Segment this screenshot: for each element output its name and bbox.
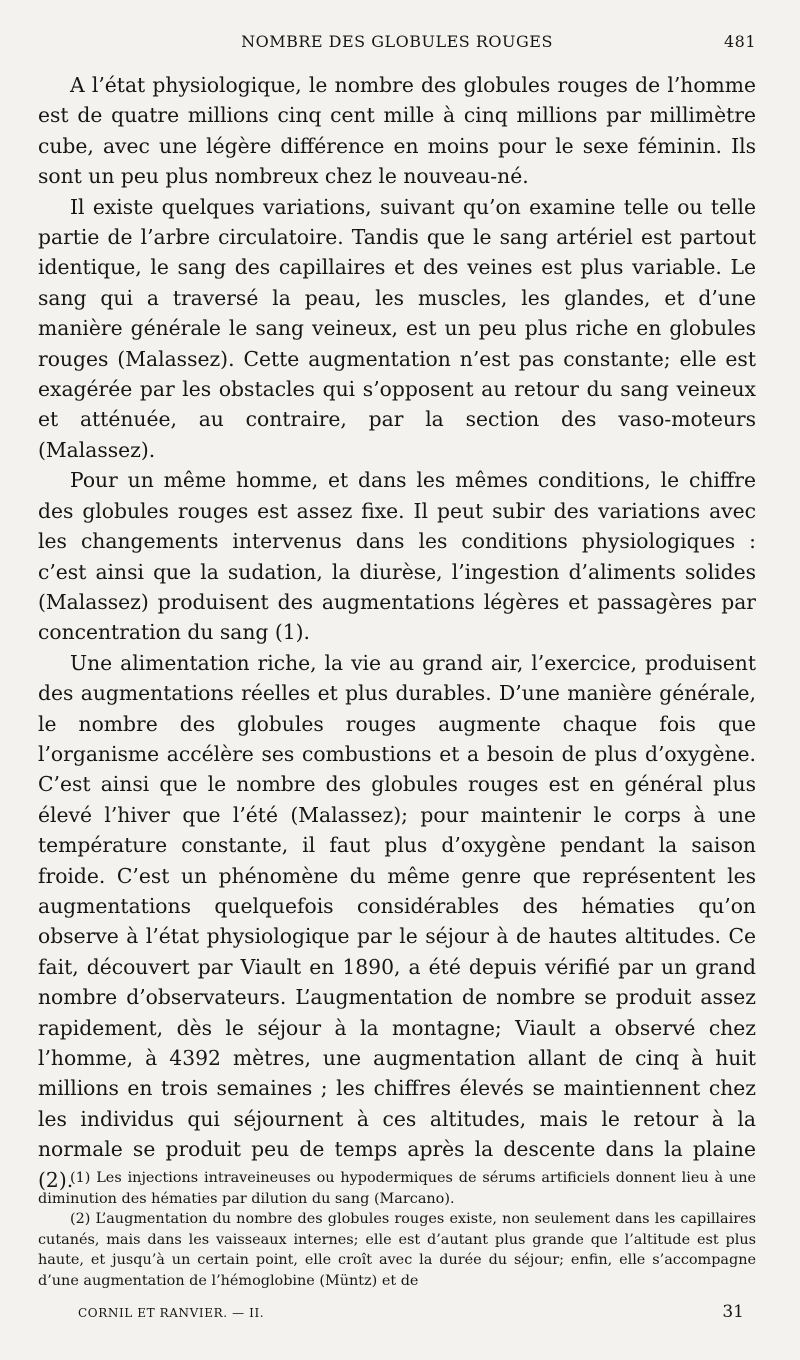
page-footer [38, 1302, 756, 1326]
footnote: (1) Les injections intraveineuses ou hypodermiques de sérums artificiels donnent lieu à une diminution des hématies par dilution du sang (Marcano). [38, 1170, 756, 1207]
signature-mark: 31 [722, 1302, 744, 1322]
footnote: (2) L’augmentation du nombre des globules rouges existe, non seulement dans les capillaires cutanés, mais dans les vaisseaux internes; elle est d’autant plus grande que l’altitude est plus haute, et jusqu’à un certain point, elle croît avec la durée du séjour; enfin, elle s’accompagne d’une augmentation de l’hémoglobine (Müntz) et de [38, 1211, 756, 1289]
running-title: NOMBRE DES GLOBULES ROUGES [241, 32, 553, 51]
footer-signature: CORNIL ET RANVIER. — II. [78, 1306, 265, 1320]
body-text [38, 70, 756, 1195]
paragraph: Pour un même homme, et dans les mêmes conditions, le chiffre des globules rouges est assez fixe. Il peut subir des variations avec les changements intervenus dans les conditions physiologiques : c’est ainsi que la sudation, la diurèse, l’ingestion d’aliments solides (Malassez) produisent des augmentations légères et passagères par concentration du sang (1). [38, 468, 756, 645]
footnotes [38, 1168, 756, 1292]
paragraph: Une alimentation riche, la vie au grand air, l’exercice, produisent des augmentations réelles et plus durables. D’une manière générale, le nombre des globules rouges augmente chaque fois que l’organisme accélère ses combustions et a besoin de plus d’oxygène. C’est ainsi que le nombre des globules rouges est en général plus élevé l’hiver que l’été (Malassez); pour maintenir le corps à une température constante, il faut plus d’oxygène pendant la saison froide. C’est un phénomène du même genre que représentent les augmentations quelquefois considérables des hématies qu’on observe à l’état physiologique par le séjour à de hautes altitudes. Ce fait, découvert par Viault en 1890, a été depuis vérifié par un grand nombre d’observateurs. L’augmentation de nombre se produit assez rapidement, dès le séjour à la montagne; Viault a observé chez l’homme, à 4392 mètres, une augmentation allant de cinq à huit millions en trois semaines ; les chiffres élevés se maintiennent chez les individus qui séjournent à ces altitudes, mais le retour à la normale se produit peu de temps après la descente dans la plaine (2). [38, 650, 756, 1192]
running-head [38, 32, 756, 56]
paragraph: A l’état physiologique, le nombre des globules rouges de l’homme est de quatre millions cinq cent mille à cinq millions par millimètre cube, avec une légère différence en moins pour le sexe féminin. Ils sont un peu plus nombreux chez le nouveau-né. [38, 73, 756, 189]
page-number: 481 [723, 32, 756, 51]
paragraph: Il existe quelques variations, suivant qu’on examine telle ou telle partie de l’arbre circulatoire. Tandis que le sang artériel est partout identique, le sang des capillaires et des veines est plus variable. Le sang qui a traversé la peau, les muscles, les glandes, et d’une manière générale le sang veineux, est un peu plus riche en globules rouges (Malassez). Cette augmentation n’est pas constante; elle est exagérée par les obstacles qui s’opposent au retour du sang veineux et atténuée, au contraire, par la section des vaso-moteurs (Malassez). [38, 194, 756, 462]
